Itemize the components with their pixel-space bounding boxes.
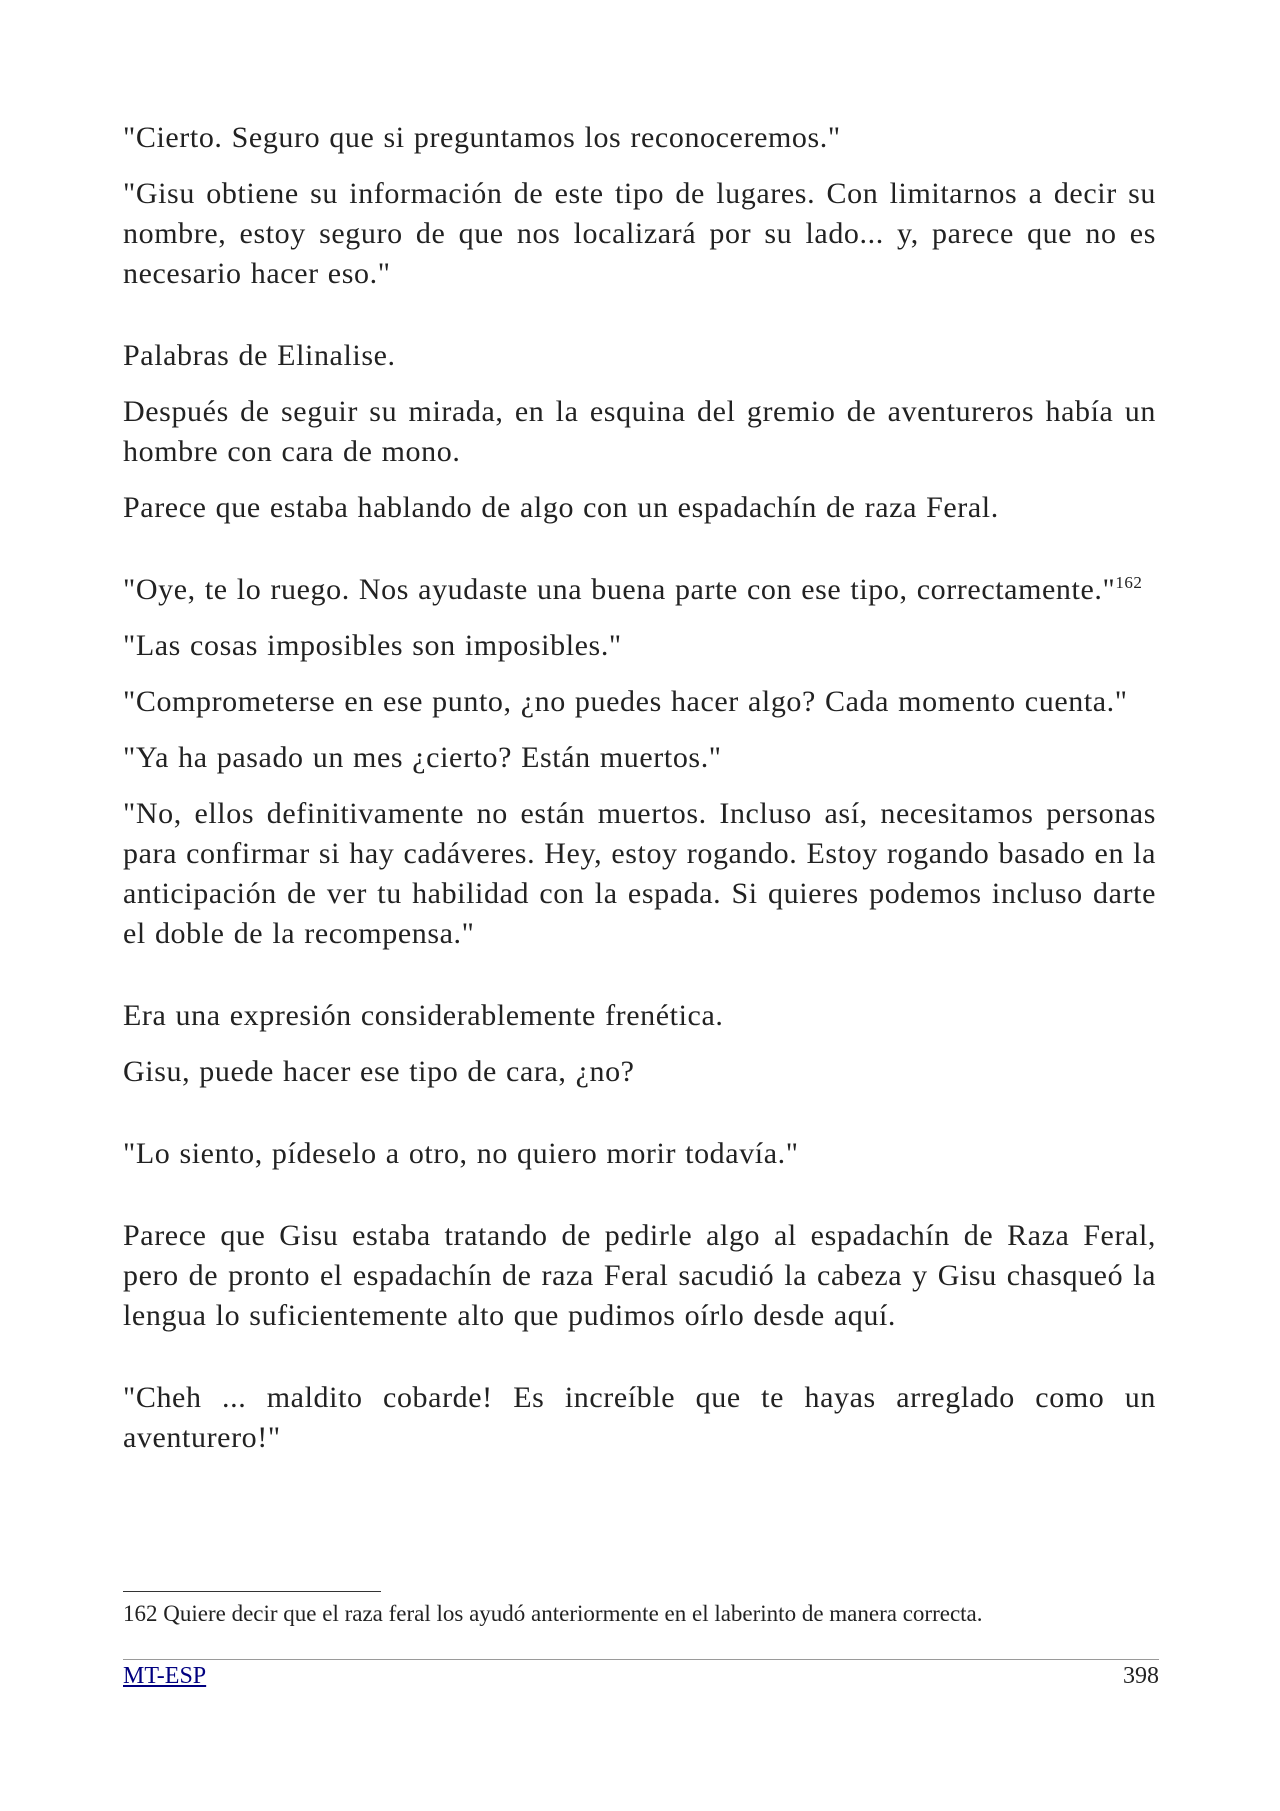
paragraph-4: Después de seguir su mirada, en la esquina del gremio de aventureros había un hombre con cara de mono. bbox=[123, 395, 1156, 468]
paragraph-3: Palabras de Elinalise. bbox=[123, 339, 396, 372]
paragraph-12: Gisu, puede hacer ese tipo de cara, ¿no? bbox=[123, 1055, 635, 1088]
footer-divider bbox=[123, 1659, 1159, 1660]
footnote-separator bbox=[123, 1591, 381, 1592]
paragraph-9: "Ya ha pasado un mes ¿cierto? Están muertos." bbox=[123, 741, 722, 774]
footnote-reference[interactable]: 162 bbox=[1115, 573, 1143, 592]
paragraph-2: "Gisu obtiene su información de este tipo de lugares. Con limitarnos a decir su nombre, estoy seguro de que nos localizará por su lado... y, parece que no es necesario hacer eso." bbox=[123, 177, 1156, 290]
paragraph-5: Parece que estaba hablando de algo con un espadachín de raza Feral. bbox=[123, 491, 999, 524]
footer-link[interactable]: MT-ESP bbox=[123, 1663, 207, 1689]
paragraph-8: "Comprometerse en ese punto, ¿no puedes hacer algo? Cada momento cuenta." bbox=[123, 685, 1128, 718]
footnote-text: 162 Quiere decir que el raza feral los ayudó anteriormente en el laberinto de manera correcta. bbox=[123, 1601, 983, 1626]
paragraph-6 bbox=[123, 570, 1156, 610]
paragraph-11: Era una expresión considerablemente frenética. bbox=[123, 999, 724, 1032]
page-body bbox=[123, 118, 1156, 1458]
paragraph-1: "Cierto. Seguro que si preguntamos los reconoceremos." bbox=[123, 121, 841, 154]
paragraph-10: "No, ellos definitivamente no están muertos. Incluso así, necesitamos personas para confirmar si hay cadáveres. Hey, estoy rogando. Estoy rogando basado en la anticipación de ver tu habilidad con la espada. Si quieres podemos incluso darte el doble de la recompensa." bbox=[123, 797, 1156, 950]
paragraph-6-text: "Oye, te lo ruego. Nos ayudaste una buena parte con ese tipo, correctamente." bbox=[123, 573, 1116, 606]
paragraph-13: "Lo siento, pídeselo a otro, no quiero morir todavía." bbox=[123, 1137, 799, 1170]
paragraph-14: Parece que Gisu estaba tratando de pedirle algo al espadachín de Raza Feral, pero de pronto el espadachín de raza Feral sacudió la cabeza y Gisu chasqueó la lengua lo suficientemente alto que pudimos oírlo desde aquí. bbox=[123, 1219, 1156, 1332]
page-number: 398 bbox=[1123, 1663, 1159, 1689]
paragraph-7: "Las cosas imposibles son imposibles." bbox=[123, 629, 622, 662]
paragraph-15: "Cheh ... maldito cobarde! Es increíble que te hayas arreglado como un aventurero!" bbox=[123, 1381, 1156, 1454]
